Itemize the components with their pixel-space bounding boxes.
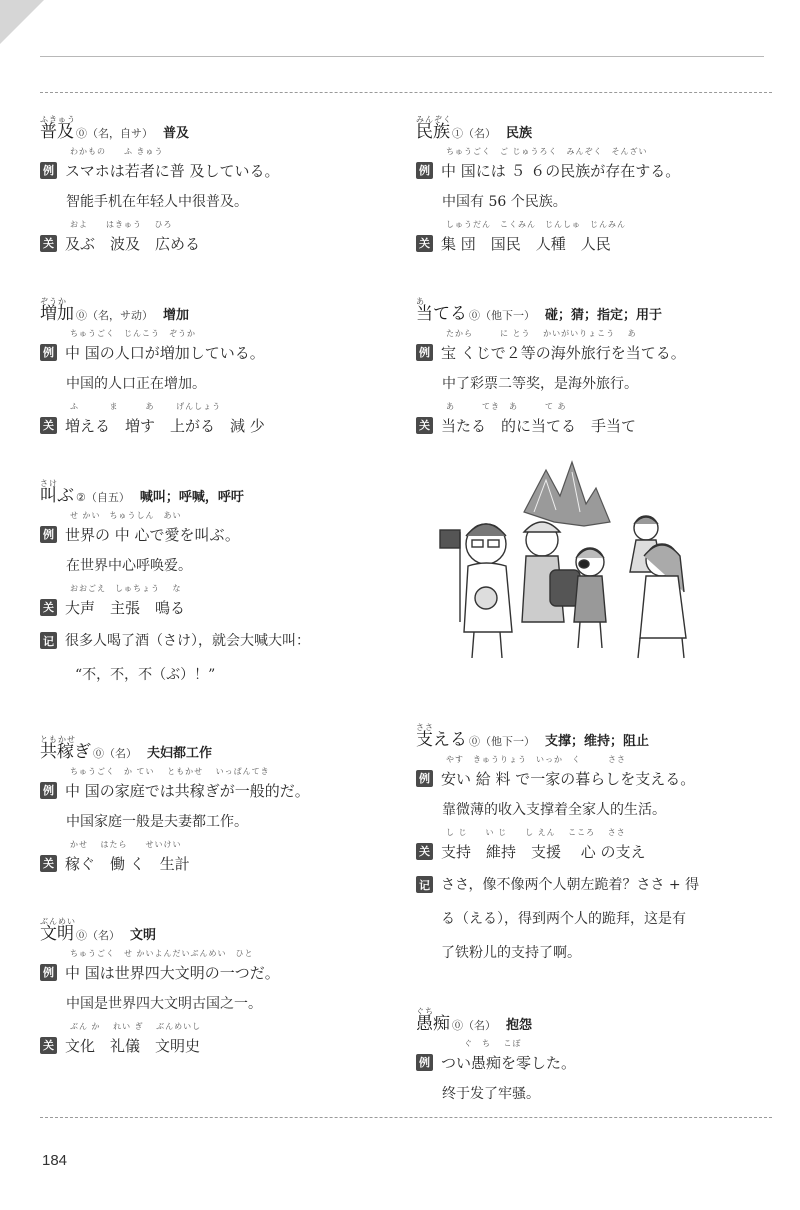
memory-note (441, 868, 699, 970)
example-sentence-row (40, 766, 400, 803)
entry-headword (416, 108, 764, 146)
related-tag-icon: 关 (416, 417, 433, 434)
related-words: 増える 増す 上がる 減 少 (65, 416, 265, 435)
part-of-speech: ⓪（名，自サ） (76, 127, 153, 140)
note-tag-icon: 记 (416, 876, 433, 893)
example-sentence-row (40, 948, 400, 985)
headword-meaning: 碰；猜；指定；用于 (545, 308, 663, 323)
related-reading: おおごえ しゅちょう な (70, 584, 182, 593)
headword-reading: ささ (416, 723, 434, 732)
example-reading: ちゅうごく じんこう ぞうか (70, 329, 196, 338)
headword-reading: あ (416, 297, 425, 306)
headword: 叫ぶ (40, 486, 74, 506)
example-tag-icon: 例 (40, 344, 57, 361)
example-translation-row (416, 1075, 764, 1111)
vocab-entry (40, 472, 400, 692)
related-words: 稼ぐ 働 く 生計 (65, 854, 190, 873)
headword-meaning: 抱怨 (506, 1018, 533, 1033)
related-tag-icon: 关 (40, 599, 57, 616)
example-reading: ちゅうごく か てい ともかせ いっぱんてき (70, 767, 270, 776)
example-sentence-row (416, 1038, 764, 1075)
headword-meaning: 喊叫；呼喊，呼吁 (139, 490, 244, 505)
related-words: 及ぶ 波及 広める (65, 234, 201, 253)
example-translation: 中国是世界四大文明古国之一。 (66, 996, 262, 1012)
top-dashed-divider (40, 92, 772, 93)
part-of-speech: ⓪（他下一） (469, 309, 535, 322)
headword-meaning: 增加 (163, 308, 190, 323)
example-sentence-row (416, 754, 764, 791)
headword-reading: みんぞく (416, 115, 452, 124)
example-translation: 在世界中心呼唤爱。 (66, 558, 192, 574)
headword-meaning: 夫妇都工作 (147, 746, 213, 761)
part-of-speech: ②（自五） (76, 491, 130, 504)
example-tag-icon: 例 (40, 526, 57, 543)
example-sentence: 中 国の人口が増加している。 (65, 343, 265, 362)
part-of-speech: ⓪（名，サ动） (76, 309, 153, 322)
bottom-dashed-divider (40, 1117, 772, 1118)
example-translation: 中国有 56 个民族。 (442, 194, 567, 210)
headword-meaning: 支撑；维持；阻止 (545, 734, 650, 749)
headword: 民族 (416, 122, 450, 142)
example-reading: ちゅうごく せ かいよんだいぶんめい ひと (70, 949, 254, 958)
vocab-entry (416, 716, 764, 970)
example-reading: やす きゅうりょう いっか く ささ (446, 755, 626, 764)
example-translation: 中了彩票二等奖，是海外旅行。 (442, 376, 638, 392)
memory-note-line: 很多人喝了酒（さけ），就会大喊大叫： (65, 633, 310, 649)
memory-note-row (40, 624, 400, 692)
entry-headword (416, 716, 764, 754)
entry-headword (40, 290, 400, 328)
vocab-entry (416, 290, 764, 438)
entry-headword (416, 1000, 764, 1038)
example-translation-row (416, 183, 764, 219)
related-words: 文化 礼儀 文明史 (65, 1036, 201, 1055)
related-words-row (40, 1021, 400, 1058)
headword-meaning: 文明 (130, 928, 157, 943)
example-translation-row (416, 791, 764, 827)
example-tag-icon: 例 (416, 344, 433, 361)
headword-reading: さけ (40, 479, 58, 488)
related-reading: あ てき あ て あ (446, 402, 567, 411)
example-reading: わかもの ふ きゅう (70, 147, 164, 156)
related-reading: し じ い じ し えん こころ ささ (446, 828, 626, 837)
vocab-entry (416, 1000, 764, 1111)
related-words: 支持 維持 支援 心 の支え (441, 842, 646, 861)
vocab-entry (40, 108, 400, 256)
example-sentence: 世界の 中 心で愛を叫ぶ。 (65, 525, 240, 544)
header-rule (40, 56, 764, 57)
vocab-entry (40, 910, 400, 1058)
headword-reading: ぐち (416, 1007, 434, 1016)
headword-reading: ふきゅう (40, 115, 76, 124)
memory-note (65, 624, 310, 692)
example-translation-row (40, 985, 400, 1021)
part-of-speech: ⓪（名） (76, 929, 120, 942)
part-of-speech: ⓪（名） (93, 747, 137, 760)
note-tag-icon: 记 (40, 632, 57, 649)
memory-note-line: る（える），得到两个人的跪拜，这是有 (441, 911, 686, 927)
related-words-row (416, 219, 764, 256)
related-words-row (40, 401, 400, 438)
related-tag-icon: 关 (40, 855, 57, 872)
example-tag-icon: 例 (416, 1054, 433, 1071)
related-words-row (40, 219, 400, 256)
vocab-entry (40, 728, 400, 876)
example-sentence-row (40, 146, 400, 183)
example-tag-icon: 例 (416, 770, 433, 787)
related-words: 当たる 的に当てる 手当て (441, 416, 637, 435)
example-reading: ちゅうごく ご じゅうろく みんぞく そんざい (446, 147, 648, 156)
example-sentence: 中 国の家庭では共稼ぎが一般的だ。 (65, 781, 310, 800)
memory-note-row (416, 868, 764, 970)
related-words-row (416, 827, 764, 864)
example-sentence-row (40, 510, 400, 547)
headword: 愚痴 (416, 1014, 450, 1034)
headword: 増加 (40, 304, 74, 324)
example-translation-row (40, 547, 400, 583)
related-tag-icon: 关 (40, 235, 57, 252)
headword: 当てる (416, 304, 467, 324)
example-sentence: つい愚痴を零した。 (441, 1053, 577, 1072)
vocab-entry (416, 108, 764, 256)
related-reading: かせ はたら せいけい (70, 840, 182, 849)
example-sentence-row (416, 146, 764, 183)
example-translation-row (40, 183, 400, 219)
example-translation: 终于发了牢骚。 (442, 1086, 540, 1102)
example-sentence: 宝 くじで２等の海外旅行を当てる。 (441, 343, 686, 362)
example-sentence-row (40, 328, 400, 365)
headword: 文明 (40, 924, 74, 944)
related-reading: およ はきゅう ひろ (70, 220, 173, 229)
related-words-row (40, 839, 400, 876)
headword-reading: ぞうか (40, 297, 67, 306)
part-of-speech: ⓪（名） (452, 1019, 496, 1032)
page-corner-decoration (0, 0, 44, 44)
example-sentence: 中 国には ５ ６の民族が存在する。 (441, 161, 681, 180)
entry-headword (416, 290, 764, 328)
memory-note-line: 了铁粉儿的支持了啊。 (441, 945, 581, 961)
memory-note-line: ささ，像不像两个人朝左跪着？ささ + 得 (441, 877, 700, 893)
example-sentence: 安い 給 料 で一家の暮らしを支える。 (441, 769, 696, 788)
related-tag-icon: 关 (416, 235, 433, 252)
headword-reading: ともかせ (40, 735, 76, 744)
related-reading: ふ ま あ げんしょう (70, 402, 222, 411)
entry-headword (40, 472, 400, 510)
page-number: 184 (42, 1152, 68, 1169)
headword: 普及 (40, 122, 74, 142)
example-translation-row (416, 365, 764, 401)
related-words: 大声 主張 鳴る (65, 598, 186, 617)
related-tag-icon: 关 (40, 1037, 57, 1054)
example-tag-icon: 例 (416, 162, 433, 179)
entry-headword (40, 910, 400, 948)
vocab-entry (40, 290, 400, 438)
example-translation: 智能手机在年轻人中很普及。 (66, 194, 248, 210)
example-reading: ぐ ち こぼ (446, 1039, 522, 1048)
related-words-row (416, 401, 764, 438)
headword: 共稼ぎ (40, 742, 91, 762)
example-reading: せ かい ちゅうしん あい (70, 511, 182, 520)
headword-meaning: 民族 (506, 126, 533, 141)
example-sentence: 中 国は世界四大文明の一つだ。 (65, 963, 280, 982)
part-of-speech: ①（名） (452, 127, 496, 140)
entry-headword (40, 108, 400, 146)
example-translation-row (40, 803, 400, 839)
related-words-row (40, 583, 400, 620)
memory-note-line: “不，不，不（ぶ）！” (75, 667, 216, 683)
example-tag-icon: 例 (40, 162, 57, 179)
example-sentence: スマホは若者に普 及している。 (65, 161, 280, 180)
example-reading: たから に とう かいがいりょこう あ (446, 329, 637, 338)
headword-reading: ぶんめい (40, 917, 76, 926)
headword: 支える (416, 730, 467, 750)
related-reading: ぶん か れい ぎ ぶんめいし (70, 1022, 202, 1031)
example-translation: 中国家庭一般是夫妻都工作。 (66, 814, 248, 830)
related-words: 集 団 国民 人種 人民 (441, 234, 611, 253)
headword-meaning: 普及 (163, 126, 190, 141)
example-tag-icon: 例 (40, 782, 57, 799)
example-translation-row (40, 365, 400, 401)
entry-headword (40, 728, 400, 766)
travel-group-illustration (434, 452, 708, 670)
example-translation: 中国的人口正在增加。 (66, 376, 206, 392)
part-of-speech: ⓪（他下一） (469, 735, 535, 748)
example-tag-icon: 例 (40, 964, 57, 981)
example-sentence-row (416, 328, 764, 365)
related-reading: しゅうだん こくみん じんしゅ じんみん (446, 220, 626, 229)
related-tag-icon: 关 (416, 843, 433, 860)
related-tag-icon: 关 (40, 417, 57, 434)
left-column (40, 108, 400, 1058)
example-translation: 靠微薄的收入支撑着全家人的生活。 (442, 802, 666, 818)
